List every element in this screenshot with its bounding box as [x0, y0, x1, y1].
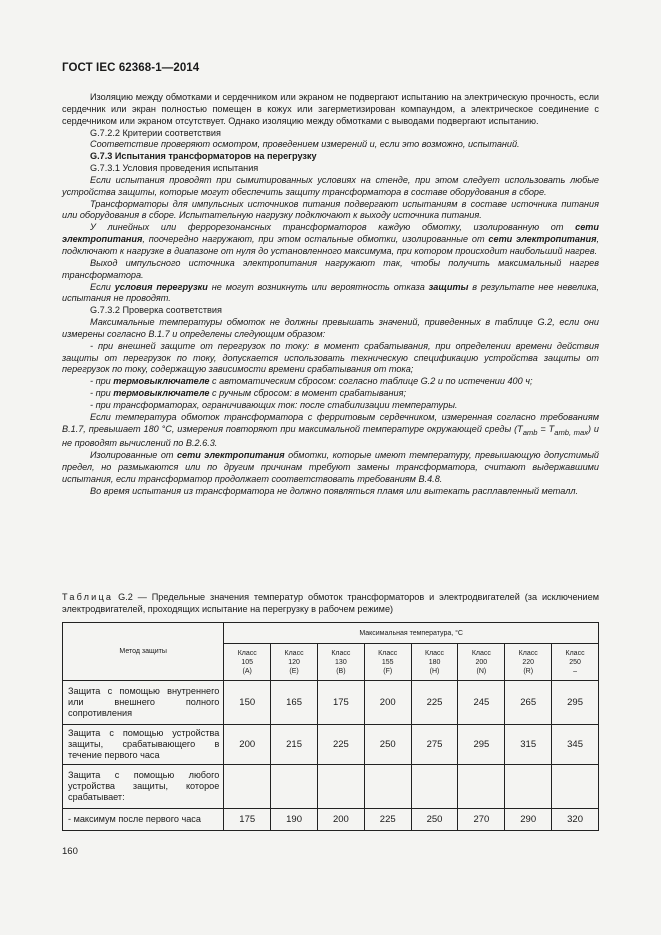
defined-term: сети электропитания	[62, 222, 599, 245]
temperature-value-cell	[271, 765, 318, 809]
table-caption	[62, 592, 599, 616]
defined-term: условия перегрузки	[114, 281, 208, 292]
paragraph	[62, 412, 599, 450]
temperature-value-cell: 270	[458, 809, 505, 831]
text-run: с ручным сбросом: в момент срабатывания;	[209, 388, 407, 399]
table-body	[63, 681, 599, 831]
text-run: - при	[90, 376, 114, 387]
class-header-line: 155	[381, 658, 394, 666]
clause-heading: G.7.3.2 Проверка соответствия	[90, 305, 222, 316]
class-header-line: 200	[475, 658, 488, 666]
defined-term: термовыключателе	[113, 388, 210, 399]
protection-method-cell: Защита с помощью устройства защиты, срабатывающего в течение первого часа	[63, 725, 224, 765]
temperature-value-cell	[411, 765, 458, 809]
temperature-value-cell: 245	[458, 681, 505, 725]
text-run: Если температура обмоток трансформатора с ферритовым сердечником, измеренная согласно требованиям B.1.7, превышает 180 °C, измерения повторяют при максимальной температуре окружающей среды (	[62, 411, 599, 434]
class-header-line: Класс	[471, 649, 491, 657]
text-run: не могут возникнуть или вероятность отказа	[207, 281, 429, 292]
class-header-cell	[458, 644, 505, 681]
class-header-line: 105	[241, 658, 254, 666]
class-header-line: 120	[288, 658, 300, 666]
temperature-value-cell	[505, 765, 552, 809]
temperature-value-cell	[317, 765, 364, 809]
class-header-line: 180	[428, 658, 441, 666]
subscript: amb	[522, 427, 538, 437]
temperature-value-cell	[364, 765, 411, 809]
class-header-line: –	[573, 667, 577, 675]
class-header-cell	[552, 644, 599, 681]
paragraph	[62, 282, 599, 306]
text-run: Изолированные от	[90, 450, 177, 461]
clause-heading: G.7.3.1 Условия проведения испытания	[90, 163, 259, 174]
list-item: - при трансформаторах, ограничивающих ток: после стабилизации температуры.	[90, 399, 458, 410]
temperature-value-cell: 190	[271, 809, 318, 831]
class-header-line: Класс	[331, 649, 351, 657]
temperature-value-cell: 225	[364, 809, 411, 831]
paragraph: Во время испытания из трансформатора не должно появляться пламя или вытекать расплавленный металл.	[90, 485, 579, 496]
text-run: - при	[90, 388, 114, 399]
table-row	[63, 765, 599, 809]
text-run: , подключают к нагрузке в диапазоне от нуля до установленного максимума, при котором происходит наибольший нагрев.	[62, 234, 599, 256]
page-header-title: ГОСТ IEC 62368-1—2014	[62, 62, 200, 74]
temperature-value-cell: 175	[317, 681, 364, 725]
temperature-value-cell: 215	[271, 725, 318, 765]
body-text	[62, 92, 599, 498]
protection-method-cell: Защита с помощью любого устройства защиты, которое срабатывает:	[63, 765, 224, 809]
class-header-cell	[317, 644, 364, 681]
paragraph: Если испытания проводят при сымитированных условиях на стенде, при этом следует использовать любые устройства защиты, которые могут обеспечить защиту трансформатора в составе оборудования в сборе.	[62, 174, 599, 197]
defined-term: сети электропитания	[176, 450, 285, 461]
temperature-value-cell: 290	[505, 809, 552, 831]
temperature-value-cell: 315	[505, 725, 552, 765]
section-heading: G.7.3 Испытания трансформаторов на перегрузку	[90, 151, 317, 162]
class-header-line: (B)	[336, 667, 346, 675]
temperature-value-cell	[552, 765, 599, 809]
text-run: с автоматическим сбросом: согласно таблице G.2 и по истечении 400 ч;	[209, 376, 533, 387]
class-header-line: Класс	[378, 649, 398, 657]
paragraph: Соответствие проверяют осмотром, проведением измерений и, если это возможно, испытаний.	[90, 139, 520, 150]
temperature-value-cell: 200	[364, 681, 411, 725]
class-header-line: (R)	[523, 667, 534, 675]
defined-term: термовыключателе	[113, 376, 210, 387]
subscript: amb, max	[554, 427, 588, 437]
temperature-value-cell: 225	[317, 725, 364, 765]
temperature-value-cell: 165	[271, 681, 318, 725]
table-row	[63, 725, 599, 765]
class-header-line: (H)	[429, 667, 440, 675]
temperature-value-cell: 225	[411, 681, 458, 725]
protection-method-cell: Защита с помощью внутреннего или внешнего полного сопротивления	[63, 681, 224, 725]
temperature-limits-table	[62, 622, 599, 831]
class-header-cell	[505, 644, 552, 681]
class-header-line: Класс	[284, 649, 304, 657]
table-caption-label: Таблица	[62, 592, 114, 602]
paragraph	[62, 450, 599, 486]
text-run: ) и не проводят вычислений по B.2.6.3.	[62, 423, 600, 449]
text-run: Если	[90, 281, 115, 292]
temperature-value-cell: 200	[317, 809, 364, 831]
clause-heading: G.7.2.2 Критерии соответствия	[90, 127, 221, 138]
temperature-value-cell: 320	[552, 809, 599, 831]
temperature-value-cell: 295	[458, 725, 505, 765]
max-temperature-header: Максимальная температура, °C	[224, 623, 599, 644]
class-header-line: (N)	[476, 667, 487, 675]
temperature-value-cell	[224, 765, 271, 809]
class-header-line: Класс	[518, 649, 538, 657]
text-run: обмотки, которые имеют температуру, превышающую допустимый предел, но размыкаются или по другим причинам требуют замены трансформатора, считают выдержавшими испытания, если трансформатор продолжает соответствовать требованиям B.4.8.	[62, 450, 599, 484]
table-row	[63, 809, 599, 831]
defined-term: сети электропитания	[488, 234, 597, 245]
class-header-line: Класс	[425, 649, 445, 657]
temperature-value-cell: 265	[505, 681, 552, 725]
class-header-line: Класс	[565, 649, 585, 657]
class-header-cell	[271, 644, 318, 681]
temperature-value-cell: 275	[411, 725, 458, 765]
defined-term: защиты	[428, 281, 469, 292]
text-run: , поочередно нагружают, при этом остальные обмотки, изолированные от	[142, 234, 489, 245]
class-header-line: 130	[335, 658, 347, 666]
page-number: 160	[62, 846, 78, 857]
temperature-value-cell: 250	[411, 809, 458, 831]
paragraph: Изоляцию между обмотками и сердечником или экраном не подвергают испытанию на электрическую прочность, если сердечник или экран полностью помещен в кожух или загерметизирован компаундом, а электрическое соединение с сердечником или экраном отсутствует. Однако изоляцию между обмотками с выводами подвергают испытанию.	[62, 92, 599, 126]
temperature-value-cell: 295	[552, 681, 599, 725]
paragraph: Выход импульсного источника электропитания нагружают так, чтобы получить максимальный нагрев трансформатора.	[62, 257, 599, 280]
class-header-cell	[411, 644, 458, 681]
temperature-value-cell: 150	[224, 681, 271, 725]
text-run: в результате нее невелика, испытания не проводят.	[62, 281, 599, 304]
temperature-value-cell: 200	[224, 725, 271, 765]
class-header-cell	[364, 644, 411, 681]
symbol-t: T	[548, 423, 555, 434]
temperature-value-cell: 175	[224, 809, 271, 831]
class-header-cell	[224, 644, 271, 681]
class-header-line: 220	[522, 658, 535, 666]
table-caption-text: G.2 — Предельные значения температур обмоток трансформаторов и электродвигателей (за исключением электродвигателей, проходящих испытание на перегрузку в рабочем режиме)	[62, 592, 599, 614]
paragraph: Трансформаторы для импульсных источников питания подвергают испытаниям в составе источника питания или оборудования в сборе. Испытательную нагрузку подключают к выходу источника питания.	[62, 198, 599, 221]
text-run: У линейных или феррорезонансных трансформаторов каждую обмотку, изолированную от	[90, 222, 576, 233]
class-header-line: (F)	[383, 667, 393, 675]
method-column-header: Метод защиты	[63, 623, 224, 681]
class-header-line: 250	[569, 658, 581, 666]
temperature-value-cell	[458, 765, 505, 809]
paragraph: Максимальные температуры обмоток не должны превышать значений, приведенных в таблице G.2, если они измерены согласно B.1.7 и определены следующим образом:	[62, 317, 599, 339]
list-item: - при внешней защите от перегрузок по току: в момент срабатывания, при определении времени действия защиты от перегрузок по току, допускается использовать техническую спецификацию устройства защиты от перегрузок по току, содержащую зависимости времени срабатывания от тока;	[62, 340, 599, 375]
class-header-line: Класс	[237, 649, 257, 657]
table-row	[63, 681, 599, 725]
paragraph	[62, 222, 599, 258]
class-header-line: (A)	[242, 667, 252, 675]
symbol-t: T	[517, 423, 523, 434]
list-item	[62, 376, 599, 388]
temperature-value-cell: 345	[552, 725, 599, 765]
class-header-line: (E)	[289, 667, 299, 675]
text-run: =	[537, 423, 549, 434]
protection-method-cell: - максимум после первого часа	[63, 809, 224, 831]
list-item	[62, 388, 599, 400]
temperature-value-cell: 250	[364, 725, 411, 765]
